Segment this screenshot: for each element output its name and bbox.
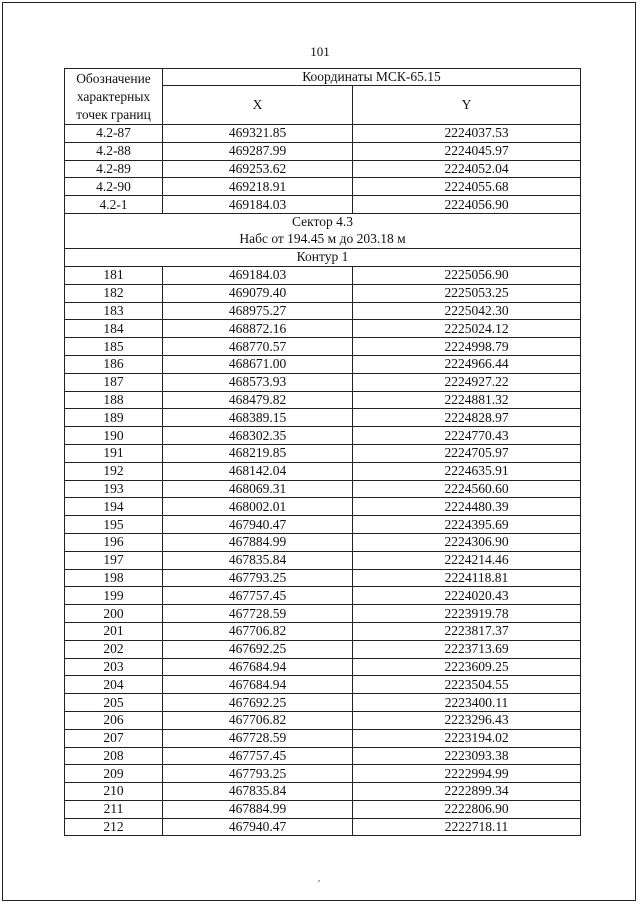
x-cell: 468302.35 xyxy=(163,427,353,445)
point-cell: 211 xyxy=(65,800,163,818)
y-cell: 2224045.97 xyxy=(353,142,581,160)
y-cell: 2224770.43 xyxy=(353,427,581,445)
y-cell: 2224052.04 xyxy=(353,160,581,178)
y-cell: 2222806.90 xyxy=(353,800,581,818)
x-cell: 467684.94 xyxy=(163,676,353,694)
x-cell: 467940.47 xyxy=(163,516,353,534)
y-cell: 2224395.69 xyxy=(353,516,581,534)
point-cell: 200 xyxy=(65,605,163,623)
x-cell: 468219.85 xyxy=(163,444,353,462)
point-cell: 204 xyxy=(65,676,163,694)
x-cell: 469218.91 xyxy=(163,178,353,196)
table-row xyxy=(65,302,581,320)
point-cell: 196 xyxy=(65,533,163,551)
x-cell: 468770.57 xyxy=(163,338,353,356)
y-cell: 2224020.43 xyxy=(353,587,581,605)
table-row xyxy=(65,711,581,729)
table-row xyxy=(65,444,581,462)
x-cell: 467884.99 xyxy=(163,800,353,818)
point-cell: 198 xyxy=(65,569,163,587)
x-cell: 469253.62 xyxy=(163,160,353,178)
x-cell: 467793.25 xyxy=(163,569,353,587)
point-column-header: Обозначение характерных точек границ xyxy=(65,69,163,125)
sector-title: Сектор 4.3 xyxy=(65,213,581,231)
table-row xyxy=(65,284,581,302)
table-row xyxy=(65,569,581,587)
point-cell: 208 xyxy=(65,747,163,765)
x-cell: 468069.31 xyxy=(163,480,353,498)
y-cell: 2224635.91 xyxy=(353,462,581,480)
table-row xyxy=(65,818,581,836)
point-cell: 4.2-1 xyxy=(65,196,163,214)
y-cell: 2222994.99 xyxy=(353,765,581,783)
x-cell: 469079.40 xyxy=(163,284,353,302)
table-row xyxy=(65,373,581,391)
y-cell: 2224828.97 xyxy=(353,409,581,427)
contour-title: Контур 1 xyxy=(65,248,581,266)
table-row xyxy=(65,125,581,143)
y-cell: 2224705.97 xyxy=(353,444,581,462)
x-cell: 467692.25 xyxy=(163,640,353,658)
point-cell: 205 xyxy=(65,694,163,712)
table-row xyxy=(65,622,581,640)
table-row xyxy=(65,498,581,516)
x-cell: 467757.45 xyxy=(163,747,353,765)
point-cell: 195 xyxy=(65,516,163,534)
y-cell: 2223400.11 xyxy=(353,694,581,712)
point-cell: 4.2-87 xyxy=(65,125,163,143)
main-rows xyxy=(65,266,581,836)
y-cell: 2224055.68 xyxy=(353,178,581,196)
x-cell: 468671.00 xyxy=(163,355,353,373)
x-column-header: X xyxy=(163,86,353,125)
point-cell: 185 xyxy=(65,338,163,356)
y-cell: 2223093.38 xyxy=(353,747,581,765)
table-row xyxy=(65,533,581,551)
y-cell: 2224966.44 xyxy=(353,355,581,373)
table-row xyxy=(65,800,581,818)
x-cell: 467793.25 xyxy=(163,765,353,783)
point-cell: 192 xyxy=(65,462,163,480)
x-cell: 467884.99 xyxy=(163,533,353,551)
table-row xyxy=(65,765,581,783)
table-row xyxy=(65,747,581,765)
coordinates-table xyxy=(64,68,581,836)
point-cell: 190 xyxy=(65,427,163,445)
table-row xyxy=(65,196,581,214)
point-cell: 182 xyxy=(65,284,163,302)
sector-height: Набс от 194.45 м до 203.18 м xyxy=(65,231,581,249)
y-cell: 2223817.37 xyxy=(353,622,581,640)
point-cell: 194 xyxy=(65,498,163,516)
x-cell: 468573.93 xyxy=(163,373,353,391)
x-cell: 468479.82 xyxy=(163,391,353,409)
x-cell: 467728.59 xyxy=(163,605,353,623)
point-cell: 4.2-90 xyxy=(65,178,163,196)
table-row xyxy=(65,658,581,676)
y-cell: 2222899.34 xyxy=(353,783,581,801)
table-row xyxy=(65,320,581,338)
y-cell: 2225042.30 xyxy=(353,302,581,320)
x-cell: 467940.47 xyxy=(163,818,353,836)
y-cell: 2224881.32 xyxy=(353,391,581,409)
y-cell: 2223919.78 xyxy=(353,605,581,623)
x-cell: 468389.15 xyxy=(163,409,353,427)
x-cell: 467757.45 xyxy=(163,587,353,605)
point-cell: 189 xyxy=(65,409,163,427)
x-cell: 467706.82 xyxy=(163,711,353,729)
y-cell: 2225024.12 xyxy=(353,320,581,338)
x-cell: 469321.85 xyxy=(163,125,353,143)
y-cell: 2223296.43 xyxy=(353,711,581,729)
coordinates-header: Координаты МСК-65.15 xyxy=(163,69,581,86)
table-row xyxy=(65,409,581,427)
y-cell: 2223713.69 xyxy=(353,640,581,658)
y-cell: 2224214.46 xyxy=(353,551,581,569)
table-row xyxy=(65,516,581,534)
point-cell: 212 xyxy=(65,818,163,836)
point-cell: 203 xyxy=(65,658,163,676)
x-cell: 467835.84 xyxy=(163,551,353,569)
x-cell: 468002.01 xyxy=(163,498,353,516)
y-cell: 2225056.90 xyxy=(353,266,581,284)
y-cell: 2224306.90 xyxy=(353,533,581,551)
y-cell: 2224037.53 xyxy=(353,125,581,143)
point-cell: 184 xyxy=(65,320,163,338)
table-row xyxy=(65,391,581,409)
table-row xyxy=(65,480,581,498)
page-number: 101 xyxy=(310,44,330,59)
table-row xyxy=(65,605,581,623)
point-cell: 201 xyxy=(65,622,163,640)
table-row xyxy=(65,640,581,658)
point-cell: 207 xyxy=(65,729,163,747)
point-cell: 187 xyxy=(65,373,163,391)
x-cell: 467684.94 xyxy=(163,658,353,676)
table-row xyxy=(65,427,581,445)
table-row xyxy=(65,676,581,694)
point-cell: 210 xyxy=(65,783,163,801)
point-cell: 4.2-89 xyxy=(65,160,163,178)
point-cell: 181 xyxy=(65,266,163,284)
x-cell: 467692.25 xyxy=(163,694,353,712)
y-cell: 2222718.11 xyxy=(353,818,581,836)
table-row xyxy=(65,142,581,160)
x-cell: 467706.82 xyxy=(163,622,353,640)
x-cell: 469184.03 xyxy=(163,266,353,284)
table-row xyxy=(65,551,581,569)
y-cell: 2224118.81 xyxy=(353,569,581,587)
x-cell: 468142.04 xyxy=(163,462,353,480)
y-cell: 2224480.39 xyxy=(353,498,581,516)
table-row xyxy=(65,338,581,356)
point-cell: 186 xyxy=(65,355,163,373)
x-cell: 467728.59 xyxy=(163,729,353,747)
y-cell: 2223194.02 xyxy=(353,729,581,747)
y-cell: 2225053.25 xyxy=(353,284,581,302)
y-column-header: Y xyxy=(353,86,581,125)
table-row xyxy=(65,266,581,284)
table-row xyxy=(65,355,581,373)
point-cell: 191 xyxy=(65,444,163,462)
table-row xyxy=(65,178,581,196)
y-cell: 2223504.55 xyxy=(353,676,581,694)
y-cell: 2224998.79 xyxy=(353,338,581,356)
top-rows xyxy=(65,125,581,214)
table-row xyxy=(65,160,581,178)
x-cell: 468872.16 xyxy=(163,320,353,338)
point-cell: 197 xyxy=(65,551,163,569)
y-cell: 2224056.90 xyxy=(353,196,581,214)
table-row xyxy=(65,694,581,712)
point-cell: 183 xyxy=(65,302,163,320)
table-row xyxy=(65,783,581,801)
table-row xyxy=(65,462,581,480)
sector-block xyxy=(65,213,581,266)
table-row xyxy=(65,729,581,747)
x-cell: 469184.03 xyxy=(163,196,353,214)
point-cell: 4.2-88 xyxy=(65,142,163,160)
table-row xyxy=(65,587,581,605)
x-cell: 468975.27 xyxy=(163,302,353,320)
x-cell: 469287.99 xyxy=(163,142,353,160)
y-cell: 2223609.25 xyxy=(353,658,581,676)
scan-dot xyxy=(318,880,320,882)
x-cell: 467835.84 xyxy=(163,783,353,801)
point-cell: 209 xyxy=(65,765,163,783)
y-cell: 2224927.22 xyxy=(353,373,581,391)
point-cell: 206 xyxy=(65,711,163,729)
point-cell: 202 xyxy=(65,640,163,658)
point-cell: 193 xyxy=(65,480,163,498)
point-cell: 188 xyxy=(65,391,163,409)
y-cell: 2224560.60 xyxy=(353,480,581,498)
point-cell: 199 xyxy=(65,587,163,605)
